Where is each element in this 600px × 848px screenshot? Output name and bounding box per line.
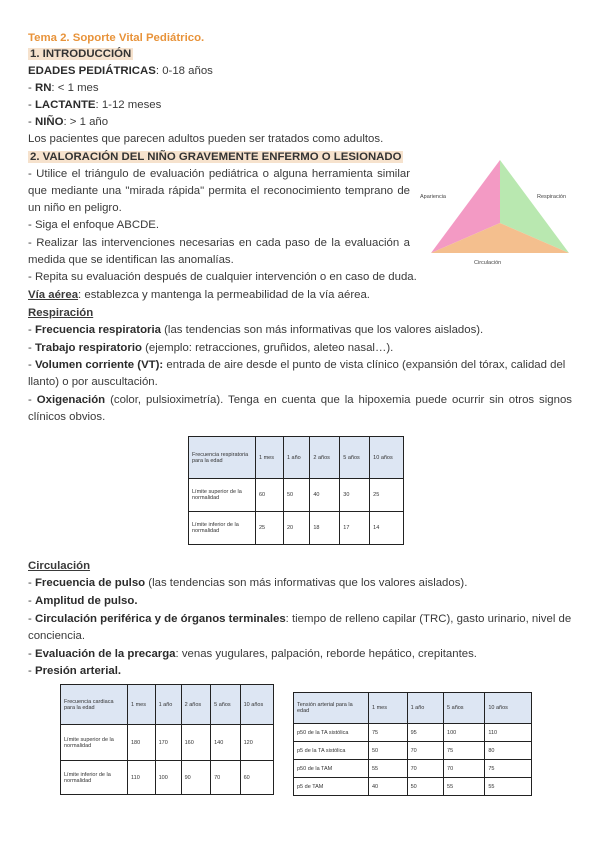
circ-item-presion: - Presión arterial. [28, 665, 122, 677]
circulacion-heading: Circulación [28, 560, 91, 572]
page-title: Tema 2. Soporte Vital Pediátrico. [28, 32, 205, 44]
triangle-label-bottom: Circulación [474, 260, 502, 266]
table-row: p5 de la TA sistólica 50 70 75 80 [294, 742, 532, 760]
bullet-repeat: - Repita su evaluación después de cualquier intervención o en caso de duda. [28, 271, 417, 283]
table-row: p50 de la TAM 55 70 70 75 [294, 760, 532, 778]
resp-item-frecuencia: - Frecuencia respiratoria (las tendencias son más informativas que los valores aislados). [28, 324, 484, 336]
heart-rate-table [60, 684, 274, 795]
bullet-interventions: - Realizar las intervenciones necesarias en cada paso de la evaluación a medida que se identifican las anomalías. [28, 237, 410, 266]
table-row: Límite inferior de la normalidad 25 20 18 17 14 [189, 512, 404, 545]
nino-line: - NIÑO: > 1 año [28, 116, 109, 128]
circ-item-pulso: - Frecuencia de pulso (las tendencias son más informativas que los valores aislados). [28, 577, 468, 589]
respiracion-heading: Respiración [28, 307, 94, 319]
lactante-line: - LACTANTE: 1-12 meses [28, 99, 162, 111]
blood-pressure-table [293, 692, 532, 796]
bullet-abcde: - Siga el enfoque ABCDE. [28, 219, 160, 231]
table-row: p5 de TAM 40 50 55 55 [294, 778, 532, 796]
resp-item-trabajo: - Trabajo respiratorio (ejemplo: retracciones, gruñidos, aleteo nasal…). [28, 342, 394, 354]
table-row: p50 de la TA sistólica 75 95 100 110 [294, 724, 532, 742]
table-row: Límite superior de la normalidad 60 50 40 30 25 [189, 479, 404, 512]
edades-line: EDADES PEDIÁTRICAS: 0-18 años [28, 65, 213, 77]
resp-item-oxigenacion: - Oxigenación (color, pulsioximetría). Tenga en cuenta que la hipoxemia puede ocurrir sin otros signos clínicos obvios. [28, 394, 572, 423]
section-2-heading: 2. VALORACIÓN DEL NIÑO GRAVEMENTE ENFERMO O LESIONADO [30, 151, 402, 163]
circ-item-amplitud: - Amplitud de pulso. [28, 595, 138, 607]
table-header-row: Tensión arterial para la edad 1 mes 1 año 5 años 10 años [294, 693, 532, 724]
rn-line: - RN: < 1 mes [28, 82, 99, 94]
pediatric-assessment-triangle [425, 158, 575, 258]
section-1-heading: 1. INTRODUCCIÓN [30, 48, 132, 60]
via-aerea-line: Vía aérea: establezca y mantenga la permeabilidad de la vía aérea. [28, 289, 370, 301]
adults-note: Los pacientes que parecen adultos pueden ser tratados como adultos. [28, 133, 384, 145]
circ-item-precarga: - Evaluación de la precarga: venas yugulares, palpación, reborde hepático, crepitantes. [28, 648, 477, 660]
table-row: Límite superior de la normalidad 180 170 160 140 120 [61, 725, 274, 761]
circ-item-periferica: - Circulación periférica y de órganos terminales: tiempo de relleno capilar (TRC), gasto urinario, nivel de conciencia. [28, 613, 572, 642]
table-header-row: Frecuencia respiratoria para la edad 1 mes 1 año 2 años 5 años 10 años [189, 437, 404, 479]
table-header-row: Frecuencia cardiaca para la edad 1 mes 1 año 2 años 5 años 10 años [61, 685, 274, 725]
triangle-label-right: Respiración [537, 194, 567, 200]
bullet-triangle: - Utilice el triángulo de evaluación pediátrica o alguna herramienta similar que mediante una "mirada rápida" permita el reconocimiento temprano de un niño en peligro. [28, 168, 410, 214]
table-row: Límite inferior de la normalidad 110 100 90 70 60 [61, 761, 274, 795]
resp-rate-table [188, 436, 404, 545]
triangle-label-left: Apariencia [420, 194, 446, 200]
resp-item-volumen: - Volumen corriente (VT): entrada de aire desde el punto de vista clínico (expansión del tórax, calidad del llanto) o por auscultación. [28, 359, 566, 388]
